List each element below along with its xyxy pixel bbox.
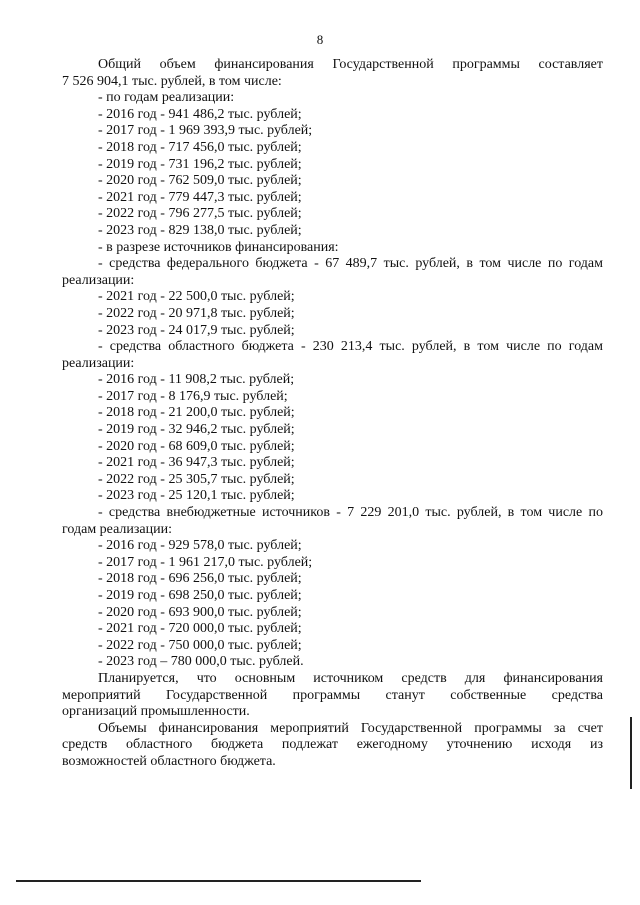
federal-heading-line-1: - средства федерального бюджета - 67 489,7 тыс. рублей, в том числе по годам [98, 256, 603, 272]
intro-line-1: Общий объем финансирования Государственной программы составляет [98, 57, 603, 72]
regional-item: - 2018 год - 21 200,0 тыс. рублей; [98, 405, 295, 421]
document-body [62, 57, 603, 771]
regional-item: - 2016 год - 11 908,2 тыс. рублей; [98, 372, 295, 388]
extrabudgetary-item: - 2018 год - 696 256,0 тыс. рублей; [98, 571, 302, 587]
by-years-item: - 2018 год - 717 456,0 тыс. рублей; [98, 139, 302, 155]
regional-item: - 2022 год - 25 305,7 тыс. рублей; [98, 471, 295, 487]
regional-heading-line-2: реализации: [62, 355, 135, 371]
regional-item: - 2023 год - 25 120,1 тыс. рублей; [98, 488, 295, 504]
paragraph-2-line-1: Объемы финансирования мероприятий Государственной программы за счет [98, 720, 603, 736]
scan-bottom-rule [16, 880, 421, 882]
extrabudgetary-item: - 2023 год – 780 000,0 тыс. рублей. [98, 654, 304, 670]
extrabudgetary-item: - 2016 год - 929 578,0 тыс. рублей; [98, 538, 302, 554]
federal-heading-line-2: реализации: [62, 272, 135, 288]
regional-item: - 2021 год - 36 947,3 тыс. рублей; [98, 455, 295, 471]
federal-item: - 2021 год - 22 500,0 тыс. рублей; [98, 289, 295, 305]
extrabudgetary-item: - 2019 год - 698 250,0 тыс. рублей; [98, 588, 302, 603]
intro-line-2: 7 526 904,1 тыс. рублей, в том числе: [62, 73, 282, 89]
regional-heading-line-1: - средства областного бюджета - 230 213,4 тыс. рублей, в том числе по годам [98, 339, 603, 355]
by-years-item: - 2022 год - 796 277,5 тыс. рублей; [98, 206, 302, 222]
extrabudgetary-item: - 2020 год - 693 900,0 тыс. рублей; [98, 604, 302, 620]
page-number: 8 [316, 32, 324, 47]
extrabudgetary-heading-line-2: годам реализации: [62, 521, 172, 537]
paragraph-2-line-2: средств областного бюджета подлежат ежегодному уточнению исходя из [62, 737, 603, 753]
by-sources-heading: - в разрезе источников финансирования: [98, 239, 339, 255]
by-years-item: - 2023 год - 829 138,0 тыс. рублей; [98, 222, 302, 238]
by-years-item: - 2019 год - 731 196,2 тыс. рублей; [98, 156, 302, 172]
regional-item: - 2017 год - 8 176,9 тыс. рублей; [98, 388, 288, 404]
by-years-item: - 2016 год - 941 486,2 тыс. рублей; [98, 106, 302, 122]
federal-item: - 2023 год - 24 017,9 тыс. рублей; [98, 322, 295, 338]
extrabudgetary-item: - 2017 год - 1 961 217,0 тыс. рублей; [98, 554, 313, 570]
regional-item: - 2020 год - 68 609,0 тыс. рублей; [98, 438, 295, 454]
paragraph-2-line-3: возможностей областного бюджета. [62, 753, 276, 769]
federal-item: - 2022 год - 20 971,8 тыс. рублей; [98, 305, 295, 321]
regional-item: - 2019 год - 32 946,2 тыс. рублей; [98, 422, 295, 438]
extrabudgetary-item: - 2022 год - 750 000,0 тыс. рублей; [98, 637, 302, 653]
paragraph-1-line-1: Планируется, что основным источником средств для финансирования [98, 670, 603, 686]
extrabudgetary-item: - 2021 год - 720 000,0 тыс. рублей; [98, 621, 302, 637]
by-years-item: - 2021 год - 779 447,3 тыс. рублей; [98, 189, 302, 205]
by-years-item: - 2017 год - 1 969 393,9 тыс. рублей; [98, 123, 313, 139]
scan-edge-mark [630, 717, 632, 789]
paragraph-1-line-3: организаций промышленности. [62, 704, 250, 720]
by-years-heading: - по годам реализации: [98, 90, 235, 106]
paragraph-1-line-2: мероприятий Государственной программы станут собственные средства [62, 687, 603, 703]
by-years-item: - 2020 год - 762 509,0 тыс. рублей; [98, 173, 302, 189]
extrabudgetary-heading-line-1: - средства внебюджетные источников - 7 229 201,0 тыс. рублей, в том числе по [98, 505, 603, 521]
